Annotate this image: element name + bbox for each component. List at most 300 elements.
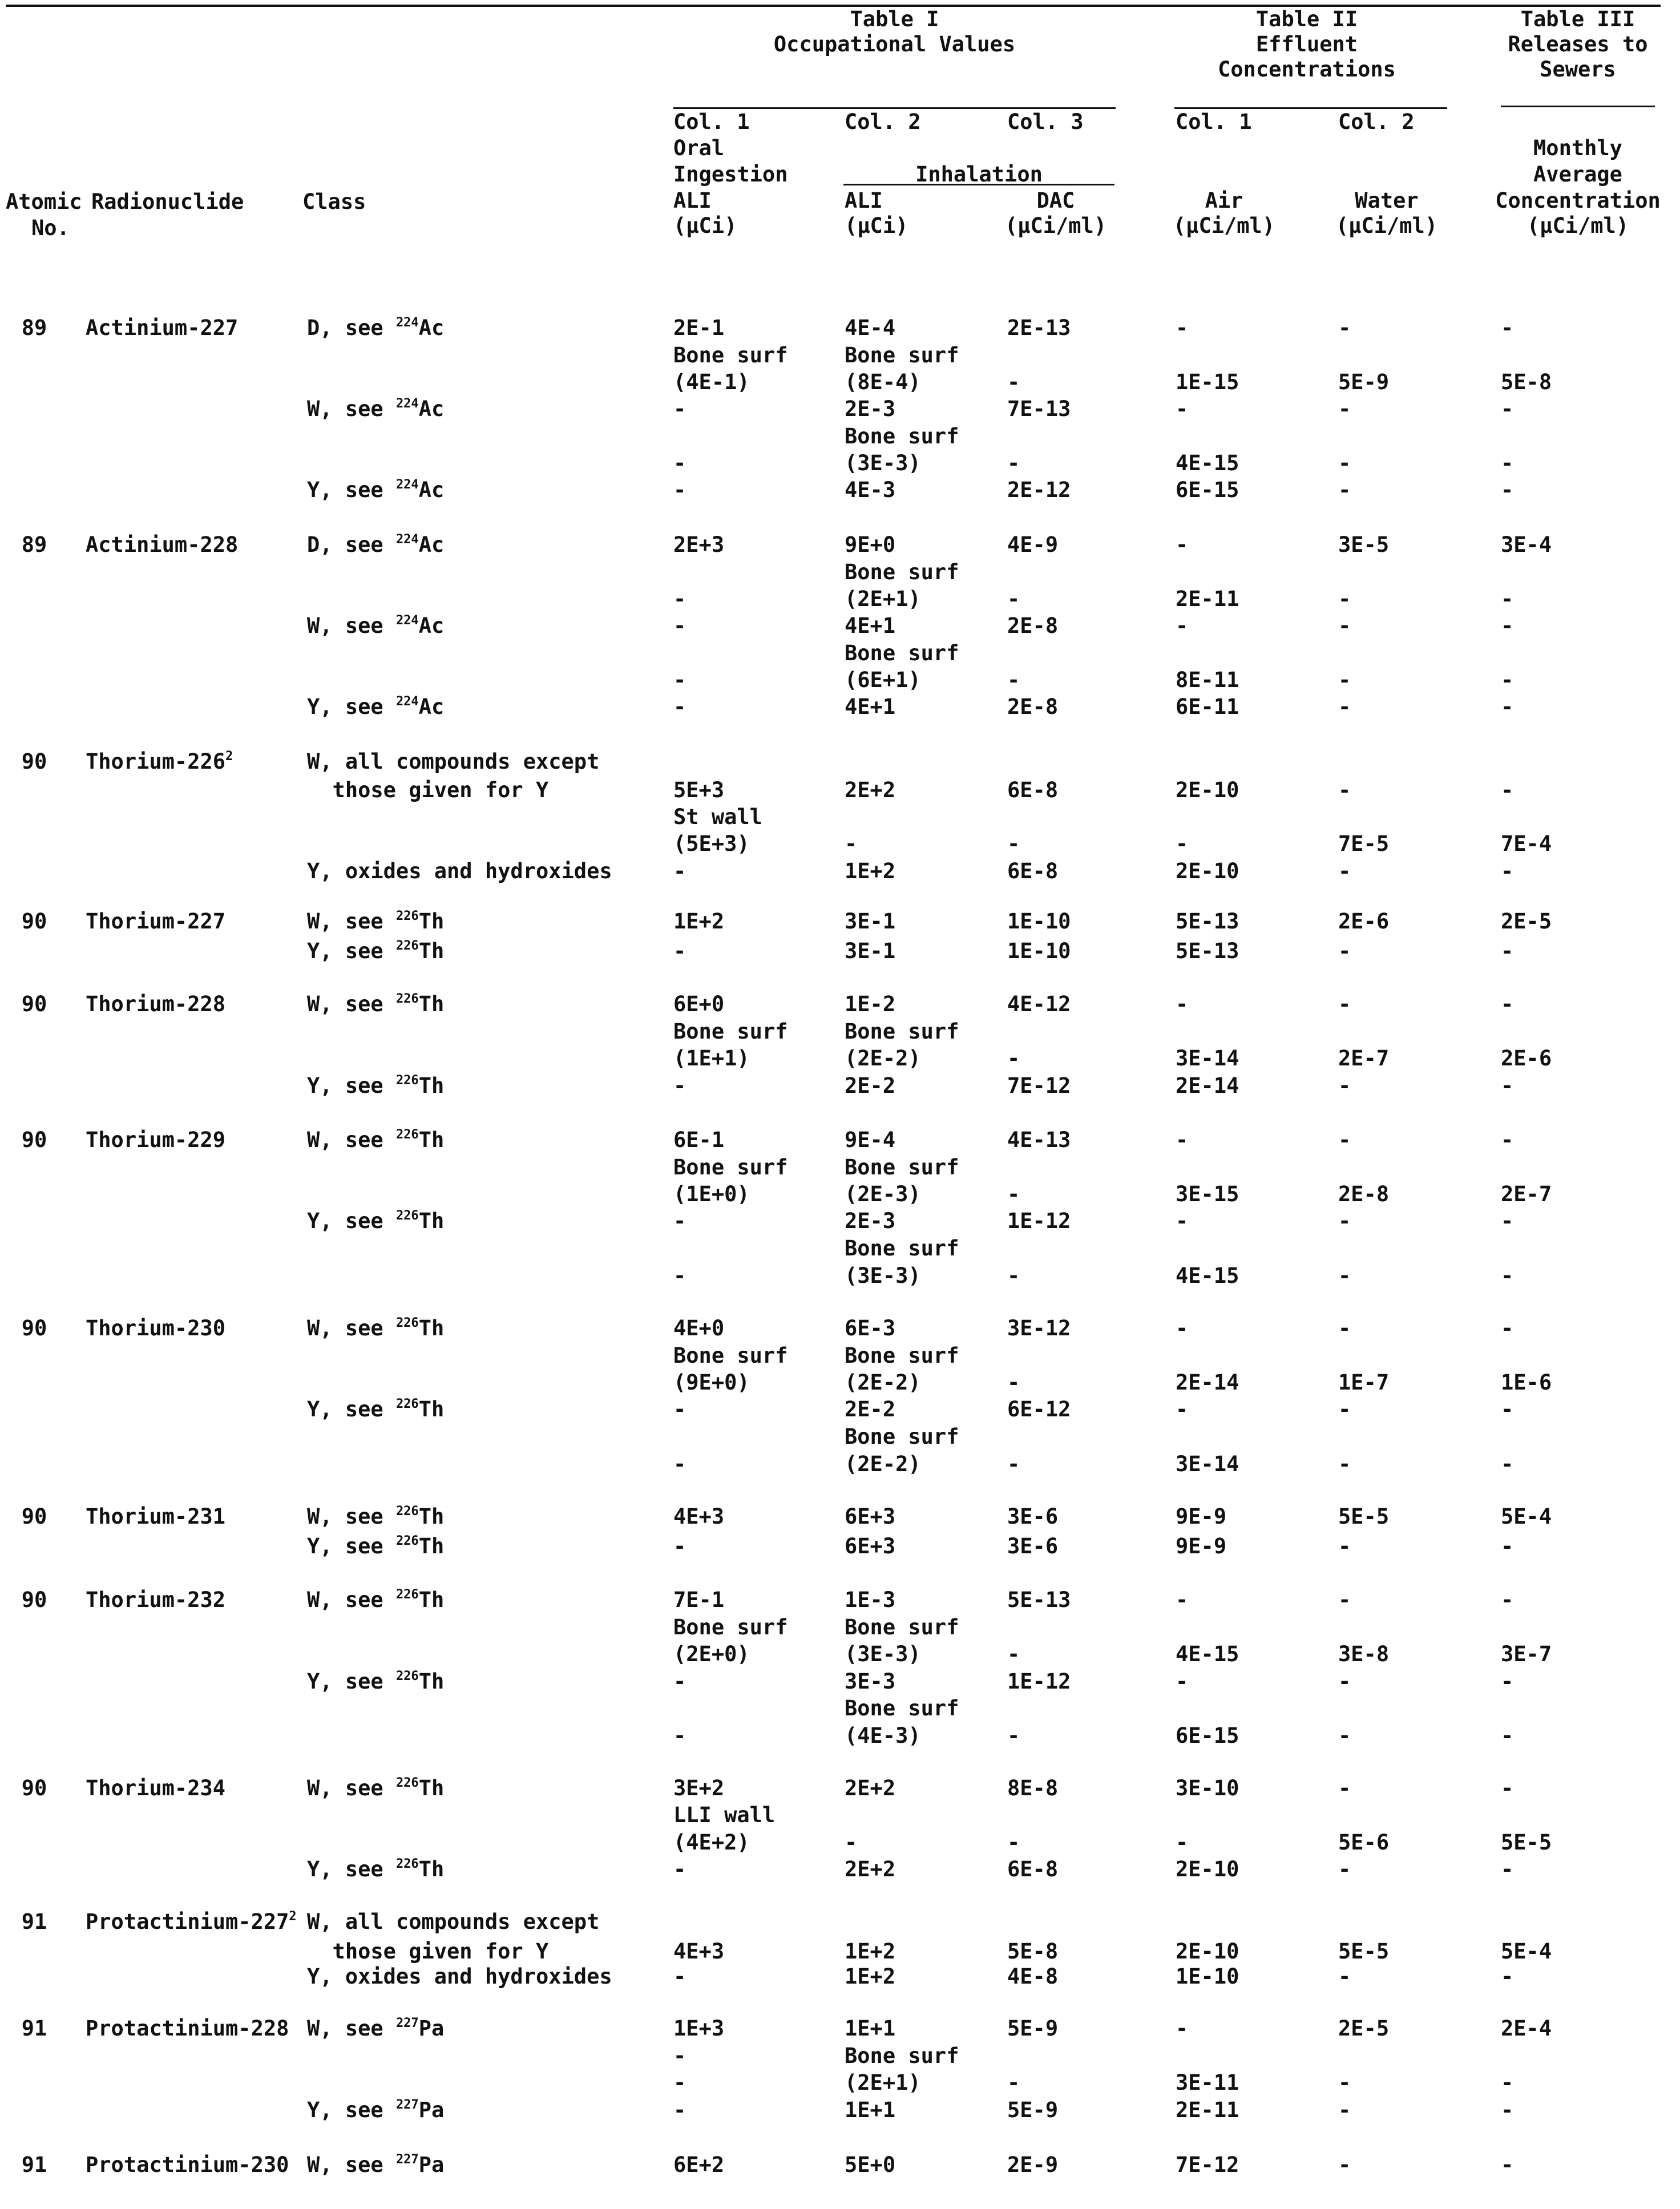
inhalation-ali-value: (2E-3) (845, 1182, 921, 1206)
water-value: - (1338, 1263, 1351, 1288)
air-value: 1E-15 (1176, 370, 1239, 394)
water-value: - (1338, 1209, 1351, 1233)
air-value: 1E-10 (1176, 1964, 1239, 1989)
sewer-value: - (1501, 992, 1514, 1016)
air-value: 9E-9 (1176, 1504, 1227, 1529)
sewer-value: - (1501, 1397, 1514, 1421)
oral-ali-value: - (673, 1857, 686, 1881)
inhalation-ali-value: Bone surf (845, 641, 959, 665)
water-value: - (1338, 1534, 1351, 1558)
class-cell: those given for Y (307, 778, 549, 802)
dac-value: 3E-6 (1007, 1534, 1059, 1558)
table2-subtitle-2: Concentrations (1218, 57, 1396, 82)
air-value: 3E-14 (1176, 1452, 1239, 1476)
col2-t1-label: Col. 2 (845, 110, 921, 134)
dac-value: 7E-12 (1007, 1073, 1071, 1098)
class-cell: W, see $^{226}$Th (307, 1127, 445, 1152)
inhalation-ali-value: (8E-4) (845, 370, 921, 394)
water-value: - (1338, 859, 1351, 883)
inhalation-ali-value: 2E-3 (845, 1209, 896, 1233)
air-value: 2E-10 (1176, 778, 1239, 802)
inhalation-ali-value: 5E+0 (845, 2153, 896, 2177)
radionuclide-name: Thorium-234 (86, 1776, 226, 1800)
sewer-value: - (1501, 1452, 1514, 1476)
isotope-mass-superscript: 226 (395, 1856, 419, 1871)
class-cell: Y, see $^{226}$Th (307, 938, 445, 963)
element-symbol: Th (418, 1588, 445, 1612)
inhalation-ali-value: Bone surf (845, 1155, 959, 1180)
dac-value: - (1007, 370, 1020, 394)
inhalation-ali-value: Bone surf (845, 1236, 959, 1261)
water-value: 5E-5 (1338, 1939, 1390, 1964)
water-value: 3E-8 (1338, 1642, 1390, 1666)
water-value: - (1338, 1073, 1351, 1098)
sewer-value: 2E-6 (1501, 1046, 1552, 1071)
dac-value: 3E-12 (1007, 1316, 1071, 1340)
water-value: 2E-5 (1338, 2016, 1390, 2041)
element-symbol: Th (418, 1397, 445, 1421)
atomic-number: 90 (21, 1776, 47, 1800)
oral-ali-value: (4E-1) (673, 370, 750, 394)
dac-value: - (1007, 1452, 1020, 1476)
air-value: 8E-11 (1176, 668, 1239, 692)
inhalation-ali-value: 1E+2 (845, 859, 896, 883)
oral-ali-value: - (673, 1534, 686, 1558)
water-value: - (1338, 1669, 1351, 1694)
isotope-mass-superscript: 226 (395, 938, 419, 953)
inhalation-ali-value: Bone surf (845, 1424, 959, 1449)
inhalation-ali-value: (2E+1) (845, 587, 921, 611)
oral-ali-value: - (673, 1263, 686, 1288)
air-value: - (1176, 316, 1189, 340)
water-value: 5E-9 (1338, 370, 1390, 394)
table1-subtitle: Occupational Values (773, 32, 1016, 56)
dac-value: 5E-13 (1007, 1588, 1071, 1612)
oral-ali-value: - (673, 1964, 686, 1989)
air-value: - (1176, 1316, 1189, 1340)
dac-value: 6E-8 (1007, 778, 1059, 802)
sewer-value: - (1501, 2153, 1514, 2177)
inhalation-ali-value: 1E+2 (845, 1964, 896, 1989)
element-symbol: Th (418, 1857, 445, 1881)
water-value: - (1338, 2070, 1351, 2095)
oral-ali-value: 1E+2 (673, 909, 725, 934)
class-cell: Y, see $^{226}$Th (307, 1073, 445, 1098)
sewer-value: 3E-4 (1501, 532, 1552, 557)
dac-value: 6E-8 (1007, 859, 1059, 883)
element-symbol: Ac (418, 613, 445, 638)
air-value: 4E-15 (1176, 1263, 1239, 1288)
oral-ali-value: 4E+3 (673, 1504, 725, 1529)
element-symbol: Th (418, 1776, 445, 1800)
atomic-no-label: No. (31, 216, 70, 240)
sewer-value: - (1501, 1964, 1514, 1989)
air-value: 2E-14 (1176, 1370, 1239, 1395)
element-symbol: Th (418, 992, 445, 1016)
water-value: - (1338, 2098, 1351, 2122)
air-value: - (1176, 2016, 1189, 2041)
oral-ali-value: - (673, 1723, 686, 1748)
element-symbol: Ac (418, 478, 445, 502)
class-cell: Y, see $^{226}$Th (307, 1533, 445, 1558)
air-value: 6E-11 (1176, 694, 1239, 719)
class-cell: W, see $^{226}$Th (307, 1504, 445, 1529)
air-value: - (1176, 831, 1189, 856)
air-label: Air (1205, 188, 1243, 213)
oral-ali-value: - (673, 1669, 686, 1694)
table3-subtitle-2: Sewers (1540, 57, 1616, 82)
dac-value: - (1007, 1723, 1020, 1748)
air-value: - (1176, 532, 1189, 557)
class-cell: W, see $^{226}$Th (307, 991, 445, 1016)
radionuclide-name: Protactinium-$227^2$ (86, 1909, 297, 1934)
dac-value: - (1007, 1046, 1020, 1071)
element-symbol: Th (418, 1128, 445, 1152)
isotope-mass-superscript: 227 (395, 2152, 419, 2167)
element-symbol: Pa (418, 2153, 445, 2177)
element-symbol: Th (418, 1669, 445, 1694)
oral-ali-value: (1E+1) (673, 1046, 750, 1071)
water-label: Water (1355, 188, 1419, 213)
water-value: 2E-8 (1338, 1182, 1390, 1206)
isotope-mass-superscript: 224 (395, 477, 419, 492)
water-value: - (1338, 613, 1351, 638)
sewer-value: - (1501, 1073, 1514, 1098)
water-value: - (1338, 1588, 1351, 1612)
sewer-value: 2E-5 (1501, 909, 1552, 934)
oral-ali-value: - (673, 2098, 686, 2122)
sewer-value: - (1501, 2070, 1514, 2095)
oral-ali-value: - (673, 939, 686, 963)
inhalation-ali-value: Bone surf (845, 560, 959, 584)
air-value: 6E-15 (1176, 1723, 1239, 1748)
dac-value: 3E-6 (1007, 1504, 1059, 1529)
inhalation-ali-value: 9E-4 (845, 1128, 896, 1152)
inhalation-ali-value: (3E-3) (845, 451, 921, 475)
class-cell: Y, oxides and hydroxides (307, 859, 612, 883)
water-value: - (1338, 478, 1351, 502)
inhalation-ali-value: 2E+2 (845, 778, 896, 802)
table3-subtitle-1: Releases to (1508, 32, 1648, 56)
inhalation-ali-value: Bone surf (845, 1615, 959, 1639)
sewer-value: - (1501, 778, 1514, 802)
oral-ali-value: (9E+0) (673, 1370, 750, 1395)
sewer-value: - (1501, 1669, 1514, 1694)
oral-ali-value: (2E+0) (673, 1642, 750, 1666)
inhalation-ali-value: - (845, 1830, 858, 1855)
air-value: 2E-14 (1176, 1073, 1239, 1098)
isotope-mass-superscript: 226 (395, 1315, 419, 1330)
air-value: - (1176, 1669, 1189, 1694)
water-value: - (1338, 1316, 1351, 1340)
air-value: 7E-12 (1176, 2153, 1239, 2177)
sewer-value: 3E-7 (1501, 1642, 1552, 1666)
ingestion-label: Ingestion (673, 162, 788, 187)
inhalation-ali-value: (2E-2) (845, 1046, 921, 1071)
oral-ali-value: 4E+3 (673, 1939, 725, 1964)
class-cell: Y, see $^{226}$Th (307, 1208, 445, 1233)
class-cell: Y, see $^{227}$Pa (307, 2097, 445, 2122)
dac-value: 5E-9 (1007, 2016, 1059, 2041)
sewer-value: - (1501, 1723, 1514, 1748)
element-symbol: Th (418, 1534, 445, 1558)
water-value: 2E-7 (1338, 1046, 1390, 1071)
water-value: 7E-5 (1338, 831, 1390, 856)
class-cell: W, see $^{226}$Th (307, 1315, 445, 1340)
inhalation-ali-value: 2E-2 (845, 1073, 896, 1098)
sewer-value: - (1501, 587, 1514, 611)
air-value: - (1176, 1830, 1189, 1855)
water-value: - (1338, 1397, 1351, 1421)
sewer-value: - (1501, 478, 1514, 502)
atomic-number: 89 (21, 532, 47, 557)
class-cell: W, all compounds except (307, 749, 600, 774)
isotope-mass-superscript: 226 (395, 1396, 419, 1411)
oral-ali-value: 1E+3 (673, 2016, 725, 2041)
dac-unit-label: (µCi/ml) (1004, 213, 1107, 238)
inhalation-ali-value: (4E-3) (845, 1723, 921, 1748)
inhalation-label: Inhalation (915, 162, 1043, 187)
isotope-mass-superscript: 226 (395, 1533, 419, 1548)
radionuclide-name: Actinium-227 (86, 316, 239, 340)
inhalation-ali-value: 4E-3 (845, 478, 896, 502)
oral-ali-value: - (673, 587, 686, 611)
isotope-mass-superscript: 227 (395, 2016, 419, 2030)
atomic-label: Atomic (6, 189, 82, 214)
element-symbol: Ac (418, 532, 445, 557)
class-cell: W, see $^{226}$Th (307, 1587, 445, 1612)
oral-ali-value: - (673, 2070, 686, 2095)
element-symbol: Th (418, 1073, 445, 1098)
element-symbol: Th (418, 909, 445, 934)
element-symbol: Pa (418, 2016, 445, 2041)
oral-ali-value: Bone surf (673, 1343, 788, 1368)
isotope-mass-superscript: 226 (395, 991, 419, 1006)
element-symbol: Pa (418, 2098, 445, 2122)
oral-ali-value: 4E+0 (673, 1316, 725, 1340)
atomic-number: 90 (21, 749, 47, 774)
element-symbol: Ac (418, 397, 445, 421)
oral-ali-value: Bone surf (673, 343, 788, 368)
oral-ali-value: - (673, 1397, 686, 1421)
water-value: - (1338, 316, 1351, 340)
col1-t2-label: Col. 1 (1176, 110, 1252, 134)
atomic-number: 90 (21, 1588, 47, 1612)
air-value: 2E-10 (1176, 1939, 1239, 1964)
inhalation-ali-value: Bone surf (845, 1696, 959, 1721)
water-value: 3E-5 (1338, 532, 1390, 557)
inhalation-ali-value: 3E-1 (845, 909, 896, 934)
oral-ali-value: - (673, 397, 686, 421)
dac-value: 2E-8 (1007, 694, 1059, 719)
sewer-value: - (1501, 316, 1514, 340)
element-symbol: Th (418, 1316, 445, 1340)
isotope-mass-superscript: 226 (395, 1073, 419, 1088)
dac-value: 2E-12 (1007, 478, 1071, 502)
dac-value: 7E-13 (1007, 397, 1071, 421)
oral-ali-value: - (673, 694, 686, 719)
sewer-unit-label: (µCi/ml) (1526, 213, 1629, 238)
isotope-mass-superscript: 226 (395, 1504, 419, 1519)
water-value: - (1338, 2153, 1351, 2177)
air-value: - (1176, 613, 1189, 638)
dac-value: - (1007, 1642, 1020, 1666)
inhalation-ali-value: Bone surf (845, 1019, 959, 1044)
col2-t2-label: Col. 2 (1338, 110, 1415, 134)
dac-value: 6E-12 (1007, 1397, 1071, 1421)
dac-value: 1E-10 (1007, 939, 1071, 963)
dac-value: - (1007, 451, 1020, 475)
water-value: - (1338, 778, 1351, 802)
inhalation-ali-value: (6E+1) (845, 668, 921, 692)
water-value: - (1338, 694, 1351, 719)
sewer-value: 7E-4 (1501, 831, 1552, 856)
sewer-value: 5E-4 (1501, 1939, 1552, 1964)
air-value: 2E-10 (1176, 859, 1239, 883)
dac-value: 4E-12 (1007, 992, 1071, 1016)
water-value: - (1338, 587, 1351, 611)
sewer-value: 5E-5 (1501, 1830, 1552, 1855)
inhalation-ali-value: (2E+1) (845, 2070, 921, 2095)
oral-ali-label: ALI (673, 188, 712, 213)
footnote-ref: 2 (225, 749, 233, 764)
oral-ali-value: 6E+0 (673, 992, 725, 1016)
class-cell: W, see $^{226}$Th (307, 1775, 445, 1800)
sewer-value: 1E-6 (1501, 1370, 1552, 1395)
table2-title: Table II (1255, 7, 1358, 31)
air-value: 2E-11 (1176, 2098, 1239, 2122)
inhalation-ali-value: 3E-3 (845, 1669, 896, 1694)
water-value: 5E-6 (1338, 1830, 1390, 1855)
element-symbol: Ac (418, 316, 445, 340)
class-cell: Y, see $^{226}$Th (307, 1856, 445, 1881)
oral-ali-value: 6E+2 (673, 2153, 725, 2177)
inhalation-ali-value: (3E-3) (845, 1263, 921, 1288)
oral-ali-value: - (673, 478, 686, 502)
air-value: - (1176, 1209, 1189, 1233)
dac-value: - (1007, 1370, 1020, 1395)
inhalation-ali-value: 1E-3 (845, 1588, 896, 1612)
water-value: - (1338, 1723, 1351, 1748)
oral-ali-value: 5E+3 (673, 778, 725, 802)
class-cell: Y, see $^{224}$Ac (307, 477, 445, 502)
water-value: - (1338, 1128, 1351, 1152)
dac-value: 4E-13 (1007, 1128, 1071, 1152)
water-value: - (1338, 1776, 1351, 1800)
water-value: - (1338, 451, 1351, 475)
sewer-value: 2E-7 (1501, 1182, 1552, 1206)
water-value: - (1338, 939, 1351, 963)
air-unit-label: (µCi/ml) (1173, 213, 1275, 238)
radionuclide-name: Actinium-228 (86, 532, 239, 557)
inh-ali-unit-label: (µCi) (845, 213, 908, 238)
sewer-label-2: Average (1533, 162, 1622, 187)
radionuclide-name: Thorium-228 (86, 992, 226, 1016)
inh-ali-label: ALI (845, 188, 883, 213)
footnote-ref: 2 (289, 1909, 297, 1924)
isotope-mass-superscript: 226 (395, 908, 419, 923)
isotope-mass-superscript: 224 (395, 315, 419, 330)
oral-ali-value: 3E+2 (673, 1776, 725, 1800)
water-value: - (1338, 1452, 1351, 1476)
sewer-value: - (1501, 939, 1514, 963)
col3-t1-label: Col. 3 (1007, 110, 1084, 134)
class-cell: Y, see $^{226}$Th (307, 1396, 445, 1421)
inhalation-ali-value: 4E+1 (845, 694, 896, 719)
dac-value: - (1007, 2070, 1020, 2095)
radionuclide-name: Thorium-231 (86, 1504, 226, 1529)
dac-value: 1E-12 (1007, 1209, 1071, 1233)
table1-title: Table I (850, 7, 939, 31)
water-unit-label: (µCi/ml) (1335, 213, 1438, 238)
atomic-number: 91 (21, 1909, 47, 1934)
inhalation-ali-value: 1E+1 (845, 2098, 896, 2122)
oral-ali-value: Bone surf (673, 1155, 788, 1180)
class-cell: W, see $^{224}$Ac (307, 396, 445, 421)
oral-ali-value: - (673, 1209, 686, 1233)
sewer-value: - (1501, 1588, 1514, 1612)
atomic-number: 90 (21, 992, 47, 1016)
oral-label: Oral (673, 136, 725, 160)
inhalation-ali-value: Bone surf (845, 1343, 959, 1368)
oral-ali-value: (5E+3) (673, 831, 750, 856)
class-cell: W, see $^{224}$Ac (307, 613, 445, 638)
sewer-value: - (1501, 451, 1514, 475)
dac-value: 2E-8 (1007, 613, 1059, 638)
table2-subtitle-1: Effluent (1255, 32, 1358, 56)
dac-value: 4E-8 (1007, 1964, 1059, 1989)
dac-value: 2E-9 (1007, 2153, 1059, 2177)
isotope-mass-superscript: 226 (395, 1669, 419, 1683)
inhalation-ali-value: Bone surf (845, 424, 959, 449)
inhalation-ali-value: Bone surf (845, 2044, 959, 2068)
inhalation-ali-value: 2E-2 (845, 1397, 896, 1421)
isotope-mass-superscript: 224 (395, 694, 419, 709)
dac-value: 1E-10 (1007, 909, 1071, 934)
oral-ali-value: (1E+0) (673, 1182, 750, 1206)
air-value: 2E-11 (1176, 587, 1239, 611)
inhalation-ali-value: 6E-3 (845, 1316, 896, 1340)
oral-ali-value: - (673, 451, 686, 475)
dac-value: - (1007, 1830, 1020, 1855)
inhalation-ali-value: 4E+1 (845, 613, 896, 638)
sewer-value: - (1501, 1263, 1514, 1288)
sewer-value: - (1501, 1857, 1514, 1881)
inhalation-ali-value: 1E+2 (845, 1939, 896, 1964)
class-cell: D, see $^{224}$Ac (307, 532, 445, 557)
sewer-value: - (1501, 1209, 1514, 1233)
table3-title: Table III (1520, 7, 1635, 31)
inhalation-ali-value: 4E-4 (845, 316, 896, 340)
oral-ali-value: - (673, 2044, 686, 2068)
sewer-value: - (1501, 1316, 1514, 1340)
air-value: 4E-15 (1176, 1642, 1239, 1666)
water-value: 1E-7 (1338, 1370, 1390, 1395)
class-cell: W, see $^{227}$Pa (307, 2016, 445, 2041)
class-cell: D, see $^{224}$Ac (307, 315, 445, 340)
col1-t1-label: Col. 1 (673, 110, 750, 134)
oral-ali-value: - (673, 1073, 686, 1098)
dac-value: 2E-13 (1007, 316, 1071, 340)
dac-value: 4E-9 (1007, 532, 1059, 557)
oral-ali-value: - (673, 668, 686, 692)
air-value: 9E-9 (1176, 1534, 1227, 1558)
air-value: - (1176, 992, 1189, 1016)
dac-value: 5E-8 (1007, 1939, 1059, 1964)
oral-ali-value: LLI wall (673, 1803, 776, 1827)
sewer-value: - (1501, 1534, 1514, 1558)
water-value: 2E-6 (1338, 909, 1390, 934)
